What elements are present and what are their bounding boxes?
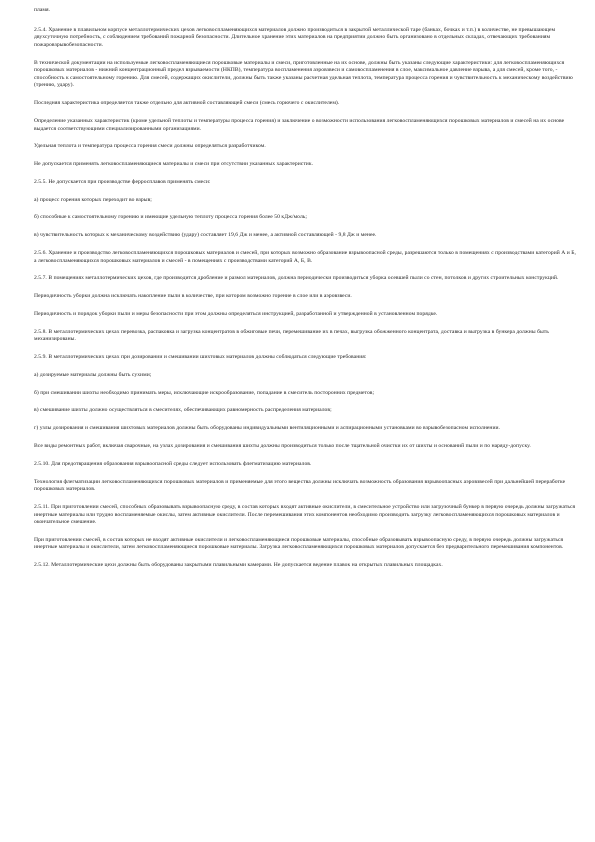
paragraph: 2.5.7. В помещениях металлотермических цехов, где производится дробление и размол материалов, должна периодически производиться уборка осевшей пыли со стен, потолков и других строительных конструкций. — [34, 275, 559, 282]
paragraph: 2.5.11. При приготовлении смесей, способных образовывать взрывоопасную среду, в состав которых входят активные окислители, в смесительное устройство или загрузочный бункер в первую очередь должны загружаться инертные материалы или трудно воспламеняемые окислы, затем активные окислители. После перемешивания этих компонентов необходимо производить загрузку легковоспламеняющихся порошковых материалов и окончательное смешение. — [34, 503, 576, 526]
paragraph: 2.5.6. Хранение и производство легковоспламеняющихся порошковых материалов и смесей, при которых возможно образование взрывоопасной среды, разрешаются только в помещениях с производствами категорий А и Б, а легковоспламеняющихся порошковых материалов и смесей - в помещениях с производствами категорий А, Б, В. — [34, 249, 576, 264]
paragraph: 2.5.10. Для предотвращения образования взрывоопасной среды следует использовать флегматизацию материалов. — [34, 460, 312, 467]
paragraph: Не допускается применять легковоспламеняющиеся материалы и смеси при отсутствии указанных характеристик. — [34, 161, 314, 168]
paragraph: Периодичность уборки должна исключать накопление пыли в количестве, при котором возможно горение в слое или в аэровзвеси. — [34, 293, 352, 300]
paragraph: В технической документации на используемые легковоспламеняющиеся порошковые материалы и смеси, приготовленные на их основе, должны быть указаны следующие характеристики: для легковоспламеняющихся порошковых материалов - нижний концентрационный предел взрываемости (НКПВ), температура воспламенения аэровзвеси и самовоспламенения в слое, максимальное давление взрыва, а для смесей, кроме того, - способность к самостоятельному горению. Для смесей, содержащих окислители, должны быть также указаны расчетная удельная теплота, температура процесса горения и чувствительность к механическому воздействию (трению, удару). — [34, 59, 573, 89]
paragraph: При приготовлении смесей, в состав которых не входят активные окислители и легковоспламеняющиеся порошковые материалы, способные образовывать взрывоопасную среду, в первую очередь должны загружаться инертные материалы и окислители, затем легковоспламеняющиеся порошковые материалы. Загрузка легковоспламеняющихся порошковых материалов допускается без предварительного перемешивания компонентов. — [34, 536, 564, 551]
paragraph: Периодичность и порядок уборки пыли и меры безопасности при этом должны определяться инструкцией, разработанной и утвержденной в установленном порядке. — [34, 310, 438, 317]
paragraph: 2.5.4. Хранение в плавильном корпусе металлотермических цехов легковоспламеняющихся материалов должно производиться в закрытой металлической таре (банках, бочках и т.п.) в количестве, не превышающем двухсуточную потребность, с соблюдением требований пожарной безопасности. Длительное хранение этих материалов на предприятии должно быть организовано в отдельных складах, отвечающих требованиям пожаровзрывобезопасности. — [34, 26, 556, 48]
paragraph: б) способные к самостоятельному горению и имеющие удельную теплоту процесса горения более 50 кДж/моль; — [34, 214, 307, 221]
paragraph: Все виды ремонтных работ, включая сварочные, на узлах дозирования и смешивания шихты должны производиться только после тщательной очистки их от шихты и оснований пыли и по наряду-допуску. — [34, 442, 531, 449]
paragraph: б) при смешивании шихты необходимо принимать меры, исключающие искрообразование, попадание в смеситель посторонних предметов; — [34, 389, 375, 396]
paragraph: в) чувствительность которых к механическому воздействию (удару) составляет 19,6 Дж и менее, а активной составляющей - 9,8 Дж и менее. — [34, 232, 377, 239]
paragraph: в) смешивание шихты должно осуществляться в смесителях, обеспечивающих равномерность распределения материалов; — [34, 407, 332, 414]
paragraph: Технология флегматизации легковоспламеняющихся порошковых материалов и применяемые для этого вещества должны исключать возможность образования взрывоопасных аэровзвесей при дальнейшей переработке порошковых материалов. — [34, 478, 566, 493]
paragraph: а) процесс горения которых переходит во взрыв; — [34, 196, 152, 203]
paragraph: 2.5.9. В металлотермических цехах при дозировании и смешивании шихтовых материалов должны соблюдаться следующие требования: — [34, 354, 367, 361]
paragraph: Определение указанных характеристик (кроме удельной теплоты и температуры процесса горения) и заключение о возможности использования легковоспламеняющихся порошковых материалов и смесей на их основе выдается соответствующими специализированными организациями. — [34, 117, 565, 132]
paragraph-fragment: пламя. — [34, 7, 51, 13]
paragraph: г) узлы дозирования и смешивания шихтовых материалов должны быть оборудованы индивидуальными вентиляционными и аспирационными установками во взрывобезопасном исполнении. — [34, 425, 500, 432]
paragraph: 2.5.12. Металлотермические цехи должны быть оборудованы закрытыми плавильными камерами. Не допускается ведение плавок на открытых плавильных площадках. — [34, 562, 443, 569]
paragraph: 2.5.5. Не допускается при производстве ферросплавов применять смеси: — [34, 178, 211, 185]
paragraph: а) дозируемые материалы должны быть сухими; — [34, 371, 152, 378]
paragraph: Удельная теплота и температура процесса горения смеси должны определяться разработчиком. — [34, 143, 266, 150]
paragraph: 2.5.8. В металлотермических цехах перевозка, распаковка и загрузка концентратов в обжиговые печи, перемешивание их в печах, выгрузка обожженного концентрата, доставка и выгрузка в бункера должны быть механизированы. — [34, 328, 549, 343]
paragraph: Последняя характеристика определяется также отдельно для активной составляющей смеси (смесь горючего с окислителем). — [34, 100, 340, 107]
